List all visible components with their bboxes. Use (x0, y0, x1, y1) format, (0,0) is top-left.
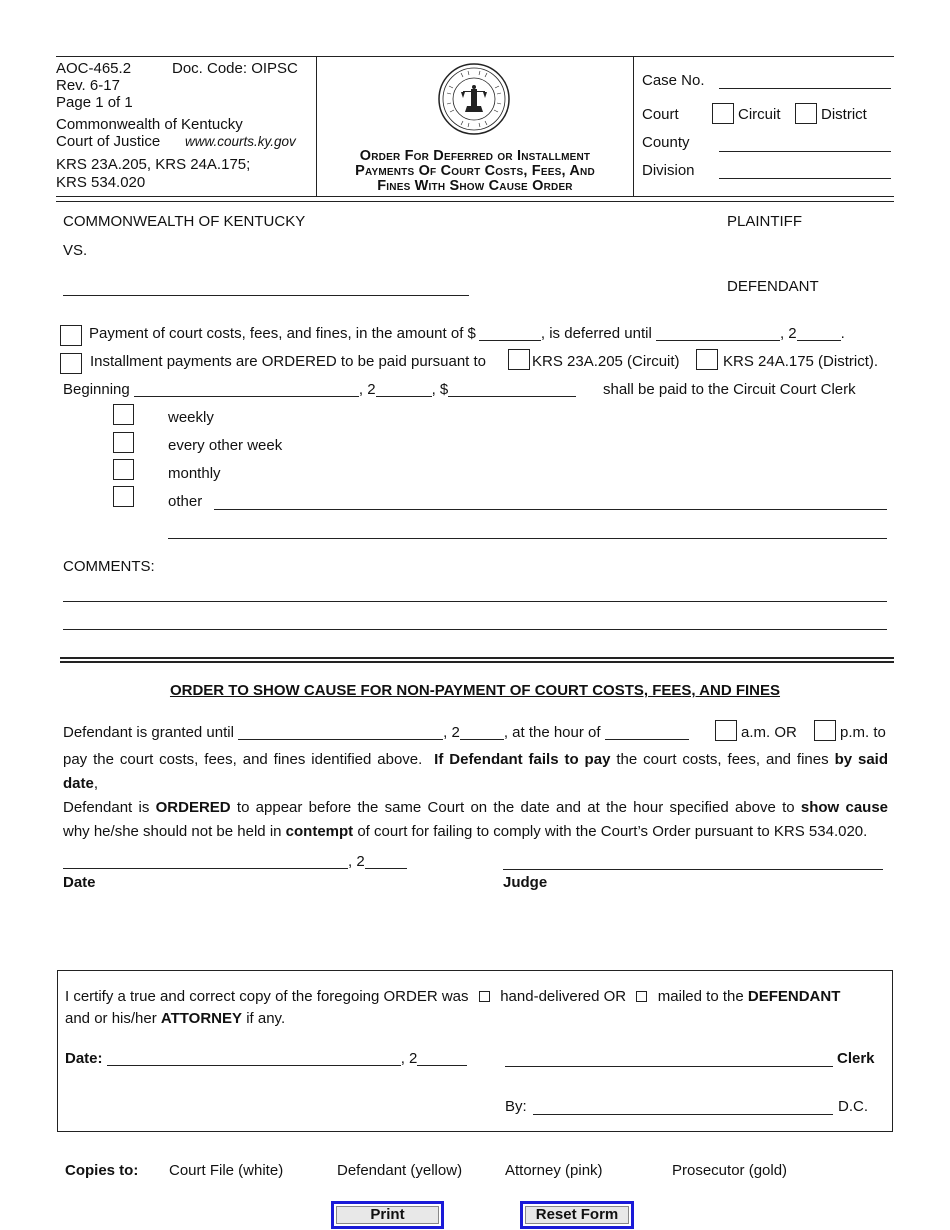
show-cause-text-2c: the court costs, fees, and fines (616, 751, 829, 768)
show-cause-text-3c: to appear before the same Court on the date and at the hour specified above to (236, 799, 795, 816)
certificate-line-1 (65, 988, 840, 1005)
date-label: Date (63, 874, 96, 891)
beginning-amount-field[interactable] (448, 383, 576, 397)
pm-label: p.m. to (840, 724, 886, 741)
copies-label: Copies to: (65, 1162, 139, 1179)
beginning-label: Beginning (63, 381, 130, 398)
judge-signature-field[interactable] (503, 869, 883, 870)
certificate-date-field[interactable] (107, 1052, 401, 1066)
dc-label: D.C. (838, 1098, 868, 1115)
beginning-text-c: , $ (431, 381, 449, 398)
order-year-field[interactable] (365, 855, 407, 869)
certificate-text-b: and or his/her (65, 1010, 157, 1027)
revision: Rev. 6-17 (56, 77, 120, 94)
copy-defendant: Defendant (yellow) (337, 1162, 463, 1179)
beginning-text-d: shall be paid to the Circuit Court Clerk (603, 381, 856, 398)
show-cause-year-field[interactable] (460, 726, 504, 740)
county-label: County (642, 134, 690, 151)
frequency-monthly: monthly (168, 465, 221, 482)
certificate-line-2 (65, 1010, 285, 1027)
hand-delivered-label: hand-delivered OR (500, 988, 627, 1005)
deferred-amount-field[interactable] (479, 327, 541, 341)
show-cause-text-1a: Defendant is granted until (63, 724, 234, 741)
show-cause-text-3b: ORDERED (155, 799, 231, 816)
frequency-other: other (168, 493, 203, 510)
installment-text-a: Installment payments are ORDERED to be paid pursuant to (90, 353, 487, 370)
header-top-rule (56, 56, 894, 57)
other-checkbox[interactable] (113, 486, 134, 507)
form-title-line-1: Order For Deferred or Installment (359, 148, 591, 164)
show-cause-text-3d: show cause (800, 799, 889, 816)
case-no-label: Case No. (642, 72, 705, 89)
district-checkbox[interactable] (795, 103, 817, 124)
frequency-weekly: weekly (168, 409, 214, 426)
certificate-date-label: Date: (65, 1050, 103, 1067)
beginning-line (63, 381, 576, 398)
frequency-every-other-week: every other week (168, 437, 283, 454)
krs-23a-checkbox[interactable] (508, 349, 530, 370)
copy-court-file: Court File (white) (169, 1162, 284, 1179)
copy-prosecutor: Prosecutor (gold) (672, 1162, 788, 1179)
show-cause-text-2b: If Defendant fails to pay (434, 751, 611, 768)
comments-line-2[interactable] (63, 629, 887, 630)
certificate-date-line (65, 1050, 467, 1067)
deferred-text-d: . (840, 325, 845, 342)
form-id: AOC-465.2 (56, 60, 132, 77)
form-title-line-2: Payments Of Court Costs, Fees, And (355, 163, 595, 179)
district-label: District (821, 106, 867, 123)
deferred-text-a: Payment of court costs, fees, and fines, in the amount of $ (89, 325, 476, 342)
show-cause-line-1 (63, 724, 689, 741)
court-label: Court (642, 106, 679, 123)
comments-label: COMMENTS: (63, 558, 155, 575)
krs-24a-checkbox[interactable] (696, 349, 718, 370)
beginning-text-b: , 2 (358, 381, 376, 398)
case-no-field[interactable] (719, 88, 891, 89)
deferred-year-field[interactable] (797, 327, 841, 341)
defendant-name-field[interactable] (63, 295, 469, 296)
installment-text-c: KRS 24A.175 (District). (723, 353, 879, 370)
page-number: Page 1 of 1 (56, 94, 133, 111)
show-cause-text-2e: , (93, 775, 99, 792)
deferred-until-date-field[interactable] (656, 327, 780, 341)
weekly-checkbox[interactable] (113, 404, 134, 425)
plaintiff-name: COMMONWEALTH OF KENTUCKY (63, 213, 306, 230)
show-cause-text-4a: why he/she should not be held in (63, 823, 282, 840)
monthly-checkbox[interactable] (113, 459, 134, 480)
division-field[interactable] (719, 178, 891, 179)
show-cause-text-2d: by said date (63, 751, 889, 792)
header-divider-left (316, 56, 317, 196)
header-divider-right (633, 56, 634, 196)
certificate-date-suffix: , 2 (400, 1050, 418, 1067)
court-of-justice-label: Court of Justice (56, 133, 161, 150)
show-cause-text-3a: Defendant is (63, 799, 150, 816)
print-button-label: Print (336, 1206, 439, 1224)
date-signature-line (63, 853, 407, 870)
show-cause-hour-field[interactable] (605, 726, 689, 740)
print-button[interactable] (331, 1201, 444, 1229)
header-bottom-rule-1 (56, 196, 894, 197)
statutes-line-1: KRS 23A.205, KRS 24A.175; (56, 156, 251, 173)
show-cause-date-field[interactable] (238, 726, 443, 740)
show-cause-text-1b: , 2 (443, 724, 460, 741)
section-divider-1 (60, 657, 894, 659)
versus-label: VS. (63, 242, 88, 259)
county-field[interactable] (719, 151, 891, 152)
deferred-payment-checkbox[interactable] (60, 325, 82, 346)
other-frequency-field-2[interactable] (168, 538, 887, 539)
mailed-checkbox[interactable] (636, 991, 647, 1002)
defendant-label: DEFENDANT (727, 278, 819, 295)
section-divider-2 (60, 661, 894, 663)
mailed-label: mailed to the (657, 988, 744, 1005)
seal-emblem-icon (437, 62, 511, 136)
beginning-date-field[interactable] (134, 383, 359, 397)
am-label: a.m. OR (741, 724, 797, 741)
plaintiff-label: PLAINTIFF (727, 213, 803, 230)
header-bottom-rule-2 (56, 201, 894, 202)
order-date-suffix: , 2 (348, 853, 365, 870)
show-cause-paragraph (63, 748, 888, 844)
certificate-text-a: I certify a true and correct copy of the foregoing ORDER was (65, 988, 469, 1005)
show-cause-text-2a: pay the court costs, fees, and fines identified above. (63, 751, 423, 768)
reset-form-button[interactable] (520, 1201, 634, 1229)
certificate-attorney: ATTORNEY (160, 1010, 243, 1027)
other-frequency-field[interactable] (214, 509, 887, 510)
by-label: By: (505, 1098, 527, 1115)
comments-line-1[interactable] (63, 601, 887, 602)
deferred-text-b: , is deferred until (540, 325, 652, 342)
installment-text-b: KRS 23A.205 (Circuit) (532, 353, 680, 370)
commonwealth-label: Commonwealth of Kentucky (56, 116, 243, 133)
certificate-year-field[interactable] (417, 1052, 467, 1066)
show-cause-text-4b: contempt (285, 823, 354, 840)
circuit-checkbox[interactable] (712, 103, 734, 124)
kentucky-court-seal (437, 62, 511, 136)
show-cause-heading: ORDER TO SHOW CAUSE FOR NON-PAYMENT OF COURT COSTS, FEES, AND FINES (169, 682, 781, 699)
deferred-text-c: , 2 (779, 325, 797, 342)
form-title-line-3: Fines With Show Cause Order (377, 178, 573, 194)
clerk-signature-field[interactable] (505, 1066, 833, 1067)
order-date-field[interactable] (63, 855, 348, 869)
every-other-week-checkbox[interactable] (113, 432, 134, 453)
reset-form-button-label: Reset Form (525, 1206, 629, 1224)
certificate-text-c: if any. (246, 1010, 286, 1027)
show-cause-text-4c: of court for failing to comply with the Court’s Order pursuant to KRS 534.020. (357, 823, 868, 840)
beginning-year-field[interactable] (376, 383, 432, 397)
judge-label: Judge (503, 874, 548, 891)
statutes-line-2: KRS 534.020 (56, 174, 146, 191)
division-label: Division (642, 162, 695, 179)
deputy-clerk-signature-field[interactable] (533, 1114, 833, 1115)
deferred-payment-line (89, 325, 845, 342)
doc-code: Doc. Code: OIPSC (172, 60, 298, 77)
show-cause-text-1c: , at the hour of (503, 724, 601, 741)
pm-checkbox[interactable] (814, 720, 836, 741)
hand-delivered-checkbox[interactable] (479, 991, 490, 1002)
installment-payment-checkbox[interactable] (60, 353, 82, 374)
certificate-defendant: DEFENDANT (747, 988, 841, 1005)
clerk-label: Clerk (837, 1050, 875, 1067)
copy-attorney: Attorney (pink) (505, 1162, 603, 1179)
circuit-label: Circuit (738, 106, 781, 123)
website-link: www.courts.ky.gov (185, 134, 296, 149)
am-checkbox[interactable] (715, 720, 737, 741)
